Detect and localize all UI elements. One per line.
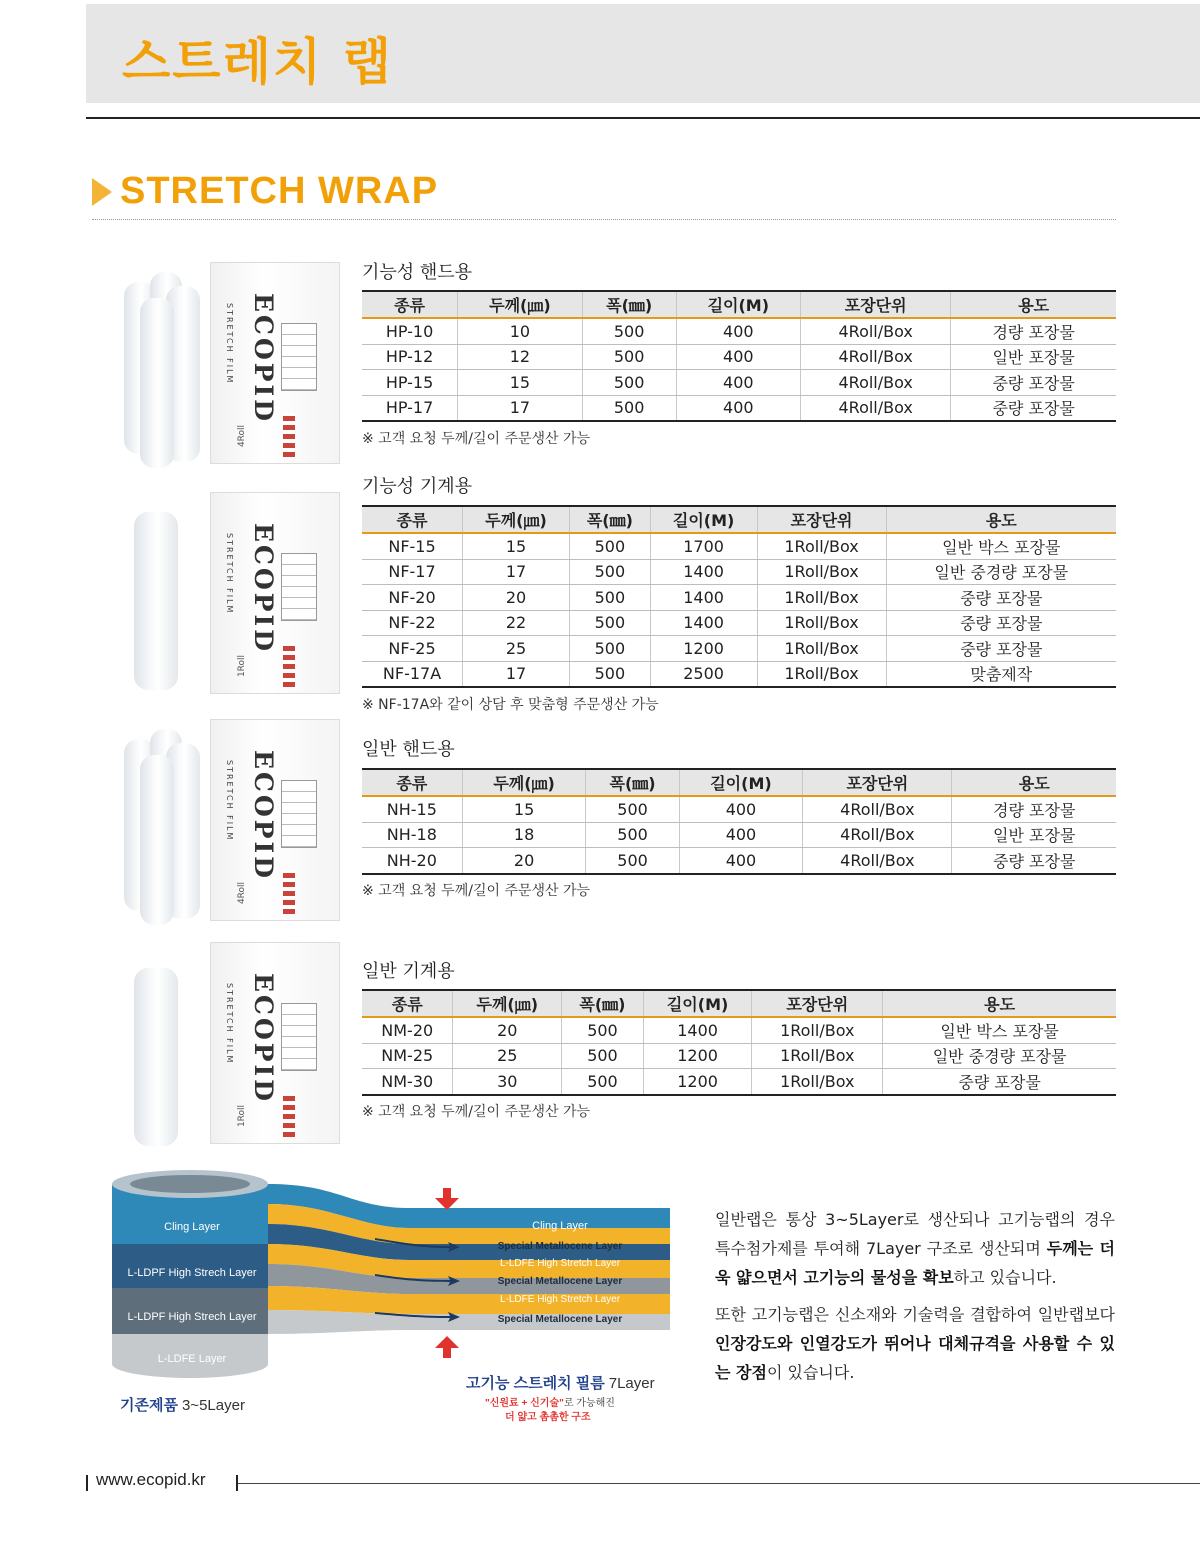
new-label-suffix: 7Layer — [608, 1375, 655, 1392]
table-cell: 일반 포장물 — [952, 822, 1116, 848]
table-cell: 1Roll/Box — [757, 661, 886, 687]
table-cell: 18 — [462, 822, 586, 848]
box-brand: ECOPID — [249, 750, 278, 881]
column-header: 두께(㎛) — [453, 990, 562, 1017]
box-brand: ECOPID — [249, 523, 278, 654]
box-spec-table — [281, 553, 317, 621]
desc-text: 하고 있습니다. — [953, 1268, 1057, 1287]
film-roll — [134, 968, 178, 1146]
box-roll-label: 4Roll — [237, 424, 248, 448]
new-layer-label: L-LDFE High Stretch Layer — [499, 1294, 621, 1305]
spec-table-functional-hand — [362, 290, 1116, 422]
table-cell: 맞춤제작 — [886, 661, 1116, 687]
table-cell: 일반 박스 포장물 — [886, 533, 1116, 559]
table-cell: 20 — [462, 848, 586, 874]
table-cell: 500 — [582, 395, 676, 421]
table-cell: 17 — [463, 661, 570, 687]
layer-diagram — [110, 1168, 710, 1438]
table-header-row — [362, 990, 1116, 1017]
table-row — [362, 344, 1116, 370]
table-title: 일반 핸드용 — [362, 739, 455, 760]
table-cell: 4Roll/Box — [801, 318, 951, 344]
footer — [86, 1470, 1200, 1496]
table-note: ※ 고객 요청 두께/길이 주문생산 가능 — [362, 1104, 591, 1120]
old-label-suffix: 3~5Layer — [181, 1397, 245, 1414]
table-cell: 1400 — [650, 559, 757, 585]
table-cell: 4Roll/Box — [801, 395, 951, 421]
table-cell: 1Roll/Box — [757, 559, 886, 585]
table-title: 기능성 핸드용 — [362, 262, 473, 283]
header-rule — [86, 117, 1200, 119]
table-cell: NM-20 — [362, 1017, 453, 1043]
table-cell: NF-25 — [362, 636, 463, 662]
table-cell: 2500 — [650, 661, 757, 687]
table-row — [362, 1017, 1116, 1043]
table-cell: NH-18 — [362, 822, 462, 848]
table-cell: 일반 중경량 포장물 — [883, 1043, 1116, 1069]
table-cell: 중량 포장물 — [951, 395, 1116, 421]
column-header: 폭(㎜) — [570, 506, 651, 533]
product-box — [210, 262, 340, 464]
column-header: 폭(㎜) — [586, 769, 679, 796]
page-title: 스트레치 랩 — [122, 33, 393, 91]
table-cell: 400 — [676, 318, 800, 344]
column-header: 종류 — [362, 769, 462, 796]
table-cell: 30 — [453, 1069, 562, 1095]
table-cell: 1400 — [643, 1017, 751, 1043]
table-row — [362, 848, 1116, 874]
table-cell: 중량 포장물 — [886, 636, 1116, 662]
table-cell: 1200 — [650, 636, 757, 662]
new-product-label — [465, 1374, 655, 1392]
table-row — [362, 559, 1116, 585]
table-cell: 1Roll/Box — [752, 1069, 883, 1095]
box-stripe — [283, 643, 295, 687]
product-box — [210, 492, 340, 694]
table-cell: 4Roll/Box — [803, 848, 952, 874]
column-header: 길이(M) — [643, 990, 751, 1017]
table-cell: 500 — [586, 796, 679, 822]
desc-text: 이 있습니다. — [766, 1363, 855, 1382]
table-note: ※ NF-17A와 같이 상담 후 맞춤형 주문생산 가능 — [362, 697, 659, 713]
table-cell: 400 — [679, 822, 803, 848]
box-stripe — [283, 1093, 295, 1137]
product-image-nf — [110, 488, 350, 698]
table-cell: 경량 포장물 — [951, 318, 1116, 344]
old-layer-label: L-LDPF High Strech Layer — [127, 1267, 257, 1279]
old-layer-label: L-LDPF High Strech Layer — [127, 1311, 257, 1323]
description-paragraph-2 — [715, 1300, 1115, 1387]
old-layer-label: Cling Layer — [164, 1221, 220, 1233]
table-cell: 1400 — [650, 585, 757, 611]
new-layer-label: L-LDFE Layer — [528, 1333, 592, 1344]
table-cell: NM-30 — [362, 1069, 453, 1095]
table-cell: NF-20 — [362, 585, 463, 611]
table-cell: 1400 — [650, 610, 757, 636]
table-cell: HP-17 — [362, 395, 458, 421]
new-layer-label: Cling Layer — [532, 1220, 588, 1232]
product-image-nh — [110, 715, 350, 925]
table-cell: 중량 포장물 — [951, 370, 1116, 396]
table-cell: 일반 중경량 포장물 — [886, 559, 1116, 585]
desc-text: 일반랩은 통상 3~5Layer로 생산되나 고기능랩의 경우 특수첨가제를 투여해 7Layer 구조로 생산되며 — [715, 1210, 1115, 1258]
table-cell: 1Roll/Box — [757, 533, 886, 559]
old-layer-hs1 — [112, 1244, 268, 1288]
table-cell: 4Roll/Box — [803, 796, 952, 822]
table-header-row — [362, 291, 1116, 318]
column-header: 폭(㎜) — [562, 990, 644, 1017]
table-cell: 500 — [586, 822, 679, 848]
box-subtitle: STRETCH FILM — [225, 760, 234, 842]
box-subtitle: STRETCH FILM — [225, 533, 234, 615]
table-title: 일반 기계용 — [362, 961, 455, 982]
table-row — [362, 661, 1116, 687]
table-cell: 500 — [570, 533, 651, 559]
table-cell: 500 — [562, 1069, 644, 1095]
table-cell: 25 — [463, 636, 570, 662]
table-cell: 4Roll/Box — [801, 344, 951, 370]
table-row — [362, 370, 1116, 396]
table-cell: 1Roll/Box — [752, 1043, 883, 1069]
box-roll-label: 1Roll — [237, 654, 248, 678]
footer-bar — [86, 1475, 88, 1491]
box-stripe — [283, 870, 295, 914]
old-product-label — [120, 1396, 245, 1414]
table-row — [362, 585, 1116, 611]
new-layer-label: Special Metallocene Layer — [497, 1276, 623, 1287]
column-header: 용도 — [883, 990, 1116, 1017]
table-cell: 1Roll/Box — [757, 585, 886, 611]
box-spec-table — [281, 780, 317, 848]
table-cell: NM-25 — [362, 1043, 453, 1069]
table-cell: 1200 — [643, 1069, 751, 1095]
table-cell: 1Roll/Box — [757, 636, 886, 662]
table-note: ※ 고객 요청 두께/길이 주문생산 가능 — [362, 883, 591, 899]
caption-quote: "신원료 + 신기술" — [485, 1398, 564, 1409]
table-cell: 10 — [458, 318, 583, 344]
table-cell: NH-15 — [362, 796, 462, 822]
table-cell: 15 — [458, 370, 583, 396]
desc-emphasis: 인장강도와 인열강도가 뛰어나 대체규격을 사용할 수 있는 장점 — [715, 1334, 1115, 1382]
desc-emphasis: 두께는 더욱 얇으면서 고기능의 물성을 확보 — [715, 1239, 1115, 1287]
table-cell: HP-15 — [362, 370, 458, 396]
table-row — [362, 636, 1116, 662]
table-cell: 4Roll/Box — [801, 370, 951, 396]
table-cell: 중량 포장물 — [886, 585, 1116, 611]
table-cell: 500 — [570, 585, 651, 611]
description-paragraph-1 — [715, 1205, 1115, 1292]
table-cell: NF-15 — [362, 533, 463, 559]
table-cell: 1700 — [650, 533, 757, 559]
box-spec-table — [281, 1003, 317, 1071]
box-subtitle: STRETCH FILM — [225, 983, 234, 1065]
table-cell: 15 — [462, 796, 586, 822]
column-header: 길이(M) — [679, 769, 803, 796]
table-cell: 500 — [586, 848, 679, 874]
table-title: 기능성 기계용 — [362, 476, 473, 497]
column-header: 두께(㎛) — [463, 506, 570, 533]
table-note: ※ 고객 요청 두께/길이 주문생산 가능 — [362, 431, 591, 447]
box-brand: ECOPID — [249, 293, 278, 424]
table-cell: 500 — [570, 636, 651, 662]
column-header: 포장단위 — [801, 291, 951, 318]
old-layer-label: L-LDFE Layer — [157, 1353, 227, 1365]
product-image-hp — [110, 258, 350, 468]
product-image-nm — [110, 938, 350, 1148]
table-row — [362, 318, 1116, 344]
table-cell: 1Roll/Box — [752, 1017, 883, 1043]
table-cell: 20 — [463, 585, 570, 611]
table-cell: HP-12 — [362, 344, 458, 370]
table-cell: 중량 포장물 — [952, 848, 1116, 874]
table-row — [362, 796, 1116, 822]
column-header: 포장단위 — [803, 769, 952, 796]
table-cell: 400 — [676, 395, 800, 421]
table-cell: 500 — [570, 610, 651, 636]
spec-table-general-machine — [362, 989, 1116, 1096]
film-roll — [140, 755, 174, 925]
new-caption-line2: 더 얇고 촘촘한 구조 — [505, 1412, 591, 1423]
column-header: 종류 — [362, 990, 453, 1017]
table-cell: 일반 박스 포장물 — [883, 1017, 1116, 1043]
table-cell: 중량 포장물 — [886, 610, 1116, 636]
down-arrow-icon — [435, 1188, 459, 1210]
table-cell: 17 — [463, 559, 570, 585]
cylinder-core — [130, 1175, 250, 1193]
section-heading — [92, 170, 438, 213]
table-cell: 12 — [458, 344, 583, 370]
table-cell: 15 — [463, 533, 570, 559]
table-header-row — [362, 769, 1116, 796]
table-row — [362, 533, 1116, 559]
table-row — [362, 822, 1116, 848]
table-cell: 4Roll/Box — [803, 822, 952, 848]
column-header: 용도 — [886, 506, 1116, 533]
box-subtitle: STRETCH FILM — [225, 303, 234, 385]
new-layer-label: L-LDFE High Stretch Layer — [499, 1258, 621, 1269]
up-arrow-icon — [435, 1336, 459, 1358]
new-label-main: 고기능 스트레치 필름 — [466, 1375, 605, 1392]
table-cell: 500 — [582, 318, 676, 344]
box-brand: ECOPID — [249, 973, 278, 1104]
old-label-main: 기존제품 — [120, 1397, 178, 1414]
website-link[interactable]: www.ecopid.kr — [96, 1470, 206, 1489]
table-cell: 20 — [453, 1017, 562, 1043]
film-roll — [140, 298, 174, 468]
column-header: 종류 — [362, 506, 463, 533]
table-cell: 일반 포장물 — [951, 344, 1116, 370]
table-cell: 500 — [562, 1043, 644, 1069]
film-roll — [134, 512, 178, 690]
table-cell: 17 — [458, 395, 583, 421]
table-cell: 500 — [570, 661, 651, 687]
table-header-row — [362, 506, 1116, 533]
table-cell: NF-22 — [362, 610, 463, 636]
table-row — [362, 395, 1116, 421]
table-cell: 400 — [676, 344, 800, 370]
table-cell: 400 — [679, 796, 803, 822]
column-header: 두께(㎛) — [458, 291, 583, 318]
box-stripe — [283, 413, 295, 457]
table-cell: 500 — [582, 344, 676, 370]
box-roll-label: 4Roll — [237, 881, 248, 905]
table-cell: 500 — [562, 1017, 644, 1043]
column-header: 용도 — [951, 291, 1116, 318]
column-header: 길이(M) — [676, 291, 800, 318]
table-cell: 경량 포장물 — [952, 796, 1116, 822]
section-divider — [92, 219, 1116, 220]
product-box — [210, 942, 340, 1144]
caption-rest: 로 가능해진 — [563, 1398, 615, 1409]
triangle-bullet-icon — [92, 178, 112, 206]
product-box — [210, 719, 340, 921]
column-header: 용도 — [952, 769, 1116, 796]
column-header: 길이(M) — [650, 506, 757, 533]
new-layer-label: Special Metallocene Layer — [497, 1314, 623, 1325]
table-cell: 500 — [582, 370, 676, 396]
column-header: 두께(㎛) — [462, 769, 586, 796]
new-layer-label: Special Metallocene Layer — [497, 1241, 623, 1252]
spec-table-functional-machine — [362, 505, 1116, 688]
table-cell: HP-10 — [362, 318, 458, 344]
section-title: STRETCH WRAP — [120, 170, 439, 212]
table-row — [362, 1069, 1116, 1095]
column-header: 폭(㎜) — [582, 291, 676, 318]
table-row — [362, 1043, 1116, 1069]
table-cell: 1Roll/Box — [757, 610, 886, 636]
table-cell: 400 — [676, 370, 800, 396]
box-roll-label: 1Roll — [237, 1104, 248, 1128]
table-cell: 500 — [570, 559, 651, 585]
table-cell: 400 — [679, 848, 803, 874]
table-cell: 중량 포장물 — [883, 1069, 1116, 1095]
table-cell: 22 — [463, 610, 570, 636]
table-cell: 25 — [453, 1043, 562, 1069]
spec-table-general-hand — [362, 768, 1116, 875]
table-cell: NF-17A — [362, 661, 463, 687]
box-spec-table — [281, 323, 317, 391]
column-header: 포장단위 — [757, 506, 886, 533]
desc-text: 또한 고기능랩은 신소재와 기술력을 결합하여 일반랩보다 — [715, 1305, 1115, 1324]
footer-rule — [238, 1483, 1200, 1484]
table-cell: 1200 — [643, 1043, 751, 1069]
column-header: 종류 — [362, 291, 458, 318]
table-row — [362, 610, 1116, 636]
table-cell: NH-20 — [362, 848, 462, 874]
table-cell: NF-17 — [362, 559, 463, 585]
column-header: 포장단위 — [752, 990, 883, 1017]
new-caption-line1 — [485, 1396, 615, 1409]
